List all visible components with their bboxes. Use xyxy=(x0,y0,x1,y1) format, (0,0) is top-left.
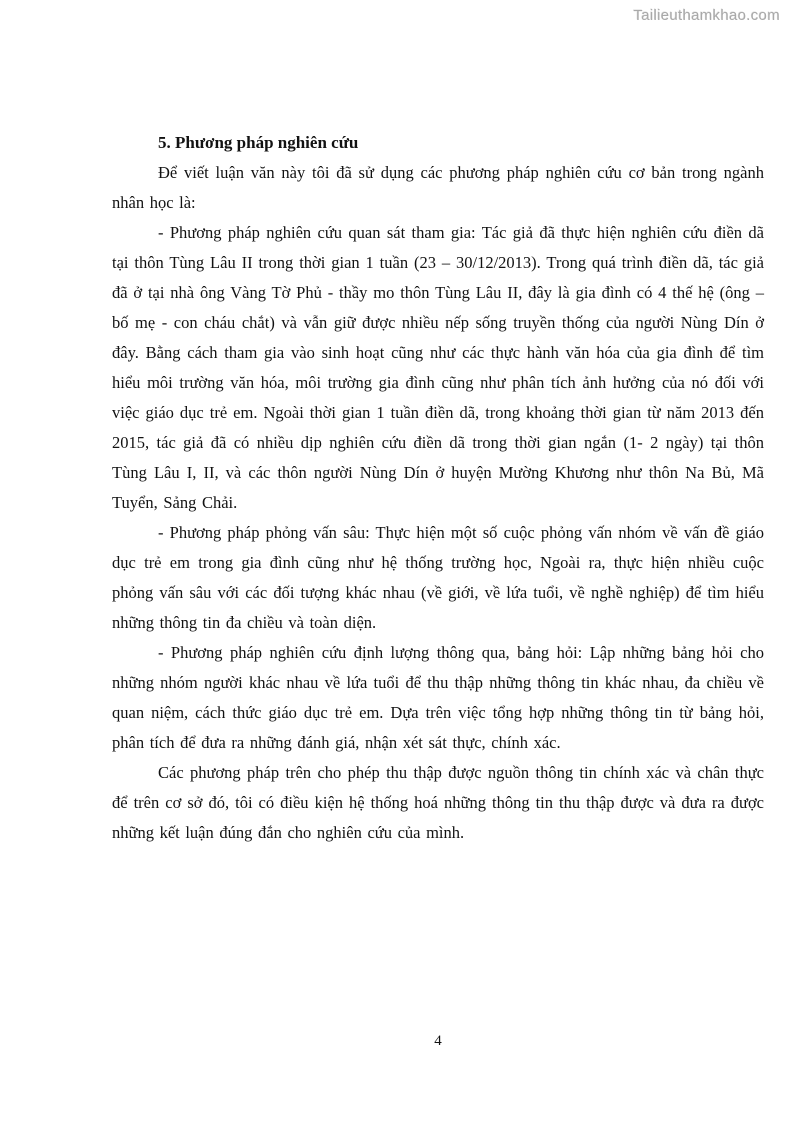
paragraph-method-quantitative: - Phương pháp nghiên cứu định lượng thông qua, bảng hỏi: Lập những bảng hỏi cho những nhóm người khác nhau về lứa tuổi để thu thập những thông tin khác nhau, đa chiều về quan niệm, cách thức giáo dục trẻ em. Dựa trên việc tổng hợp những thông tin từ bảng hỏi, phân tích để đưa ra những đánh giá, nhận xét sát thực, chính xác. xyxy=(112,643,764,752)
page-number: 4 xyxy=(434,1033,442,1049)
paragraph-method-observation: - Phương pháp nghiên cứu quan sát tham gia: Tác giả đã thực hiện nghiên cứu điền dã tại thôn Tùng Lâu II trong thời gian 1 tuần (23 – 30/12/2013). Trong quá trình điền dã, tác giả đã ở tại nhà ông Vàng Tờ Phủ - thầy mo thôn Tùng Lâu II, đây là gia đình có 4 thế hệ (ông – bố mẹ - con cháu chắt) và vẫn giữ được nhiều nếp sống truyền thống của người Nùng Dín ở đây. Bằng cách tham gia vào sinh hoạt cũng như các thực hành văn hóa của gia đình để tìm hiểu môi trường văn hóa, môi trường gia đình cũng như phân tích ảnh hưởng của nó đối với việc giáo dục trẻ em. Ngoài thời gian 1 tuần điền dã, trong khoảng thời gian từ năm 2013 đến 2015, tác giả đã có nhiều dịp nghiên cứu điền dã trong thời gian ngắn (1- 2 ngày) tại thôn Tùng Lâu I, II, và các thôn người Nùng Dín ở huyện Mường Khương như thôn Na Bủ, Mã Tuyển, Sảng Chải. xyxy=(112,223,764,512)
paragraph-intro: Để viết luận văn này tôi đã sử dụng các phương pháp nghiên cứu cơ bản trong ngành nhân học là: xyxy=(112,163,764,212)
paragraph-method-interview: - Phương pháp phỏng vấn sâu: Thực hiện một số cuộc phỏng vấn nhóm về vấn đề giáo dục trẻ em trong gia đình cũng như hệ thống trường học, Ngoài ra, thực hiện nhiều cuộc phỏng vấn sâu với các đối tượng khác nhau (về giới, về lứa tuổi, về nghề nghiệp) để tìm hiểu những thông tin đa chiều và toàn diện. xyxy=(112,523,764,632)
paragraph-conclusion: Các phương pháp trên cho phép thu thập được nguồn thông tin chính xác và chân thực để trên cơ sở đó, tôi có điều kiện hệ thống hoá những thông tin thu thập được và đưa ra được những kết luận đúng đắn cho nghiên cứu của mình. xyxy=(112,763,764,842)
watermark-text: Tailieuthamkhao.com xyxy=(633,7,780,24)
page-content xyxy=(112,128,764,848)
section-heading: 5. Phương pháp nghiên cứu xyxy=(158,133,359,152)
